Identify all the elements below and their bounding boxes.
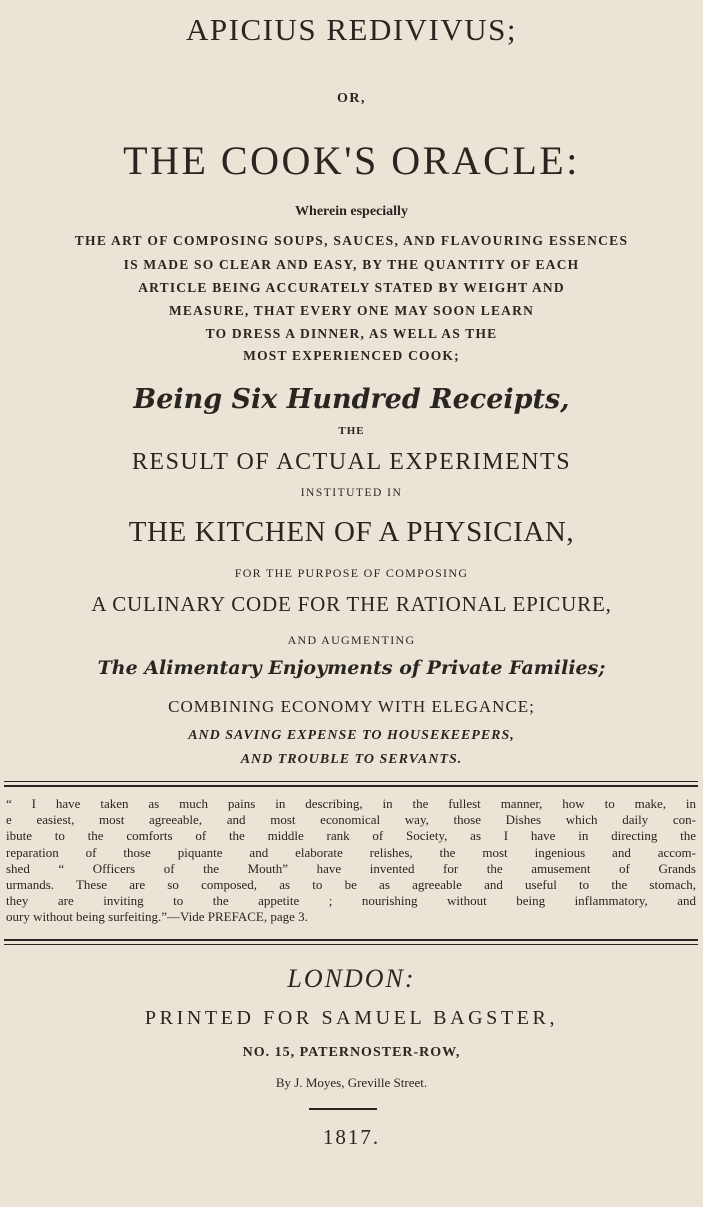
imprint-printer: By J. Moyes, Greville Street.: [275, 1075, 428, 1090]
description-line: MOST EXPERIENCED COOK;: [243, 348, 460, 363]
intro-text: Wherein especially: [295, 204, 408, 219]
top-rule-thin: [4, 781, 698, 782]
quote-line: they are inviting to the appetite ; nourishing without being inflammatory, and: [6, 893, 696, 909]
description-line: IS MADE SO CLEAR AND EASY, BY THE QUANTITY OF EACH: [123, 257, 580, 272]
augmenting-line: AND AUGMENTING: [287, 633, 416, 647]
title-line-2: THE COOK'S ORACLE:: [123, 138, 580, 183]
kitchen-line: THE KITCHEN OF A PHYSICIAN,: [128, 516, 575, 548]
bottom-rule-thick: [4, 939, 698, 941]
description-line: MEASURE, THAT EVERY ONE MAY SOON LEARN: [168, 303, 535, 318]
quote-line: e easiest, most agreeable, and most economical way, those Dishes which daily con-: [6, 812, 696, 828]
imprint-year: 1817.: [322, 1125, 381, 1149]
result-line: RESULT OF ACTUAL EXPERIMENTS: [131, 449, 572, 475]
purpose-line: FOR THE PURPOSE OF COMPOSING: [234, 566, 469, 580]
code-line: A CULINARY CODE FOR THE RATIONAL EPICURE,: [91, 592, 612, 616]
imprint-address: NO. 15, PATERNOSTER-ROW,: [242, 1045, 461, 1060]
trouble-line: AND TROUBLE TO SERVANTS.: [240, 752, 463, 767]
quote-line: “ I have taken as much pains in describing, in the fullest manner, how to make, in: [6, 796, 696, 811]
description-line: THE ART OF COMPOSING SOUPS, SAUCES, AND FLAVOURING ESSENCES: [74, 233, 629, 248]
imprint-city: LONDON:: [287, 964, 416, 993]
quote-line: shed “ Officers of the Mouth” have invented for the amusement of Grands: [6, 860, 696, 876]
quote-line: reparation of those piquante and elaborate relishes, the most ingenious and accom-: [6, 844, 696, 860]
instituted-line: INSTITUTED IN: [300, 487, 403, 499]
description-line: TO DRESS A DINNER, AS WELL AS THE: [205, 326, 498, 341]
quote-line: oury without being surfeiting.”—Vide PREFACE, page 3.: [6, 909, 308, 925]
quote-line: ibute to the comforts of the middle rank of Society, as I have in directing the: [6, 828, 696, 844]
the-label: THE: [338, 425, 365, 437]
bottom-rule-thin: [4, 944, 698, 945]
title-line-1: APICIUS REDIVIVUS;: [186, 12, 517, 47]
combining-line: COMBINING ECONOMY WITH ELEGANCE;: [168, 697, 535, 716]
quote-line: urmands. These are so composed, as to be as agreeable and useful to the stomach,: [6, 877, 696, 893]
blackletter-alimentary: The Alimentary Enjoyments of Private Families;: [97, 657, 606, 679]
short-rule: [309, 1108, 377, 1110]
blackletter-receipts: Being Six Hundred Receipts,: [133, 384, 570, 415]
description-line: ARTICLE BEING ACCURATELY STATED BY WEIGHT AND: [138, 280, 565, 295]
saving-line: AND SAVING EXPENSE TO HOUSEKEEPERS,: [188, 728, 515, 743]
preface-quote: [6, 796, 696, 926]
top-rule-thick: [4, 785, 698, 787]
title-or: OR,: [337, 91, 366, 106]
imprint-printed: PRINTED FOR SAMUEL BAGSTER,: [144, 1007, 559, 1029]
